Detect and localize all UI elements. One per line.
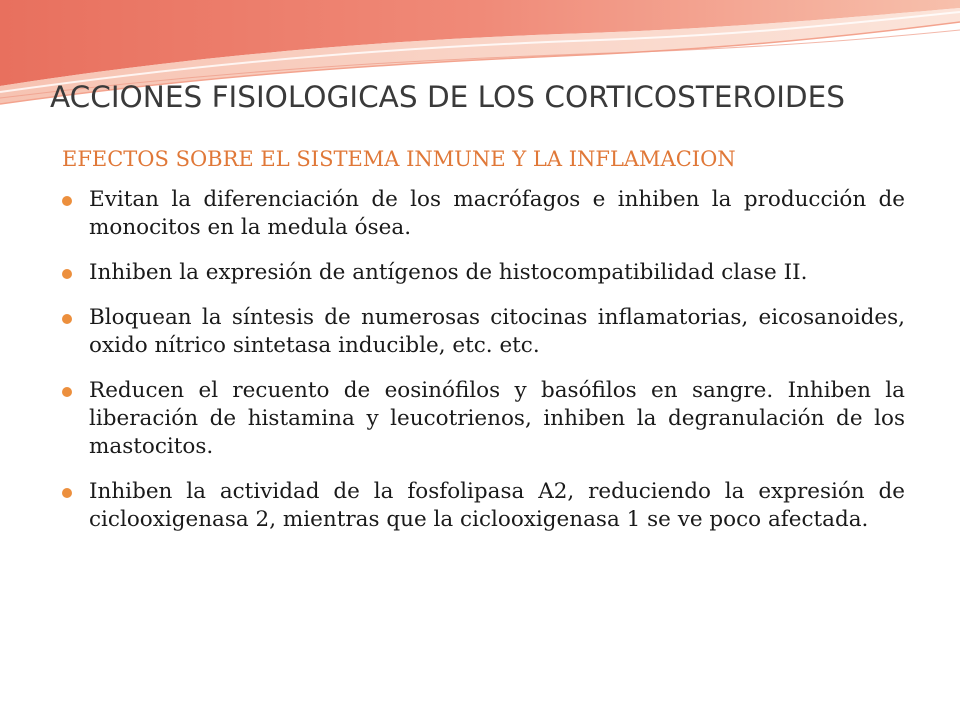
slide-title: ACCIONES FISIOLOGICAS DE LOS CORTICOSTEROIDES	[50, 80, 845, 114]
bullet-dot-icon	[62, 269, 72, 279]
bullet-item	[60, 259, 905, 287]
bullet-text: Reducen el recuento de eosinófilos y basófilos en sangre. Inhiben la liberación de histamina y leucotrienos, inhiben la degranulación de los mastocitos.	[89, 378, 905, 459]
bullet-text: Inhiben la actividad de la fosfolipasa A2, reduciendo la expresión de ciclooxigenasa 2, mientras que la ciclooxigenasa 1 se ve poco afectada.	[89, 479, 905, 532]
bullet-item	[60, 478, 905, 534]
bullet-text: Bloquean la síntesis de numerosas citocinas inflamatorias, eicosanoides, oxido nítrico sintetasa inducible, etc. etc.	[89, 305, 905, 358]
bullet-dot-icon	[62, 314, 72, 324]
bullet-list	[60, 186, 905, 551]
bullet-item	[60, 377, 905, 461]
bullet-text: Inhiben la expresión de antígenos de histocompatibilidad clase II.	[89, 260, 808, 285]
bullet-item	[60, 186, 905, 242]
bullet-dot-icon	[62, 488, 72, 498]
bullet-dot-icon	[62, 196, 72, 206]
bullet-dot-icon	[62, 387, 72, 397]
section-subtitle: EFECTOS SOBRE EL SISTEMA INMUNE Y LA INFLAMACION	[62, 147, 736, 171]
bullet-item	[60, 304, 905, 360]
bullet-text: Evitan la diferenciación de los macrófagos e inhiben la producción de monocitos en la medula ósea.	[89, 187, 905, 240]
